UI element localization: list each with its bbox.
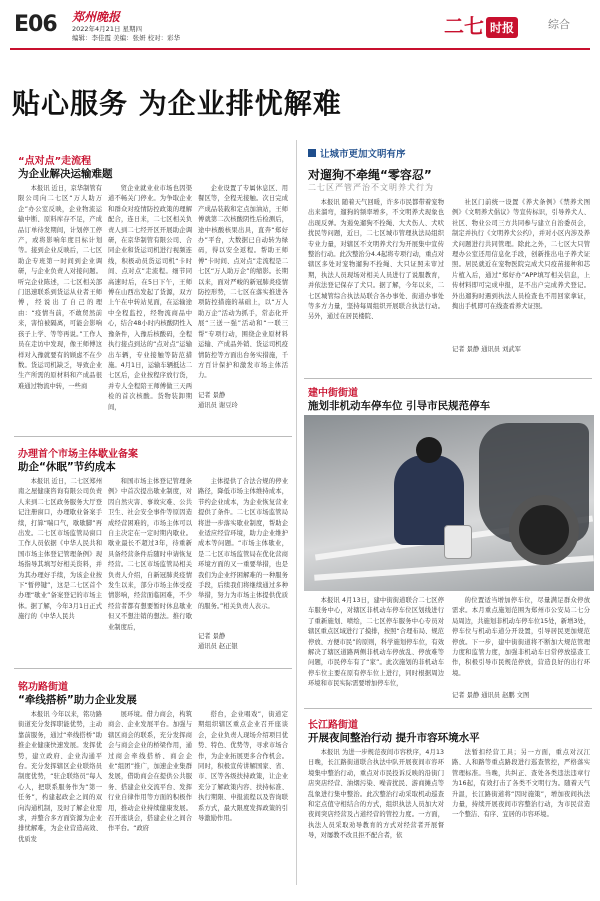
editor-credits: 编辑：李佳霞 美编：张妍 校对：彩华 [72,34,181,42]
article-text: 本报讯 近日，二七区郑州南之屋健康咨询有限公司负责人来到二七区政务服务大厅登记注册窗口，办理歇业备案手续，打算“喘口气，歇歇脚”再出发。二七区市场监管局窗口工作人员依据《中华人民共和国市场主体登记管理条例》现场指导其填写好相关资料，并为其办理好手续，为该企业按下“暂停键”，这是二七区首个办理“歇业”备案登记的市场主体。据了解，今年3月1日正式施行的《中华人民共 [18,478,102,621]
article-column [198,477,288,627]
date-line: 2022年4月21日 星期四 [72,25,143,33]
section-badge: 时报 [486,17,518,38]
article-kicker: 长江路街道 [308,720,358,731]
article-text: 和国市场主体登记管理条例》中首次提出歇业制度，对因自然灾害、事故灾难、公共卫生、社会安全事件等原因造成经营困难的，市场主体可以自主决定在一定时期内歇业。歇业最长不超过3年，待重新具备经营条件后随时申请恢复经营。二七区市场监管局相关负责人介绍，自新冠肺炎疫情发生以来，部分市场主体受疫情影响，经营面临困难，不少经营者都有想要暂时休息歇业但又不想注销的想法。推行歇业制度后， [108,478,192,631]
section-name: 综合 [548,18,570,31]
article-column [308,596,444,704]
article-column [452,596,590,688]
article-title: 施划非机动车停车位 引导市民规范停车 [308,400,491,412]
right-section-title: 让城市更加文明有序 [320,149,406,160]
article-text: 本报讯 随着天气回暖，许多市民都带着宠物出来溜弯，遛狗的频率增多，不文明养犬现象也出现反弹。为遏免遛狗不拴绳、大犬伤人、犬吠扰民等问题，近日，二七区城市管理执法局组织专业力量，对辖区不文明养犬行为开展集中宣传整治行动。此次整治分4.4起将专项行动，重点对辖区多处对宠物遛狗不拴绳、大只证照未审过期，执法人员现场对相关人员进行了说服教育，并依法登记保存了犬只。据了解，今年以来，二七区城管综合执法局联合各办事处、街道办事处等多方力量，坚持每周组织开展联合执法行动。另外，通过在居民楼院、 [308,199,444,321]
brand-logo: 郑州晚报 [72,10,121,24]
article-text: 搭台，企业唱戏”，街道定期组织辖区重点企业召开座谈会，企业负责人现场介绍项目优势、特色、优势等，寻求市场合作，为企业拓展更多合作机会。同时，积极宣传讲解国家、省、市、区等各级扶持政策，让企业充分了解政策内容、扶持标准、执行期限、申报流程以及咨询联系方式，最大限度发挥政策的引导激励作用。 [198,711,288,823]
article-byline: 记者 景静 通讯员 赵正银 [198,633,238,650]
article-kicker: “点对点”走流程 [18,156,92,167]
article-kicker: 办理首个市场主体歇业备案 [18,449,138,460]
article-column [18,477,102,660]
article-title: 对遛狗不牵绳“零容忍” [308,168,432,182]
article-title: 开展夜间整治行动 提升市容环境水平 [308,732,480,744]
article-column [108,477,192,660]
article-byline: 记者 景静 通讯员 谢豆玲 [198,392,238,409]
article-text: 主体提供了合法合规的停业路径，降低市场主体维持成本，节约企业成本，为企业恢复营业提供了条件。二七区市场监管局将进一步落实歇业制度，帮助企业适应经营环境，助力企业维护成本等问题。“市场主体歇业，是二七区市场监管局在优化营商环境方面的又一重要举措，也是我们为企业纾困解难的一种服务手段，后续我们将继续通过多种举措，努力为市场主体提供优质的服务。”相关负责人表示。 [198,478,288,610]
article-text: 本报讯 为进一步规范夜间市容秩序，4月13日晚，长江路街道联合执法中队开展夜间市容环境集中整治行动，重点对市民投诉反映的沿街门店突店经营、油烟污染、噪音扰民、游商摊点等乱象进行集中整治。此次整治行动采取机动巡查和定点值守相结合的方式，组织执法人员加大对夜间突店经营及占道经营的管控力度。一方面，执法人员采取劝导教育的方式对经营者开展督导，对屡教不改且拒不配合者，依 [308,749,444,840]
article-text: 本报讯 今年以来，铭功路街道充分发挥职能优势，主动靠前服务，通过“牵线搭桥”助推企业健康快速发展。发挥优势，建立政府、企业沟通平台。充分发挥辖区企业联络员制度优势，“驻企联络员”每人心人，把联系服务作为“第一任务”，构建起政企之间的双向沟通机制，及时了解企业需求，并整合多方面资源为企业排忧解难，为企业营造高效、优质发 [18,711,102,843]
article-divider [304,378,592,379]
square-bullet-icon [308,149,316,157]
article-text: 法暂扣经营工具；另一方面，重点对汉江路、人和路等重点路段进行巡查管控，严格落实管理标准。当晚，共纠正、查处各类违法违章行为16起，有效打击了各类不文明行为。随着天气升温，长江路街道将“因时施策”，增加夜间执法力量，持续开展夜间市容整治行动，为市民营造一个整洁、有序、宜居的市容环境。 [452,749,590,819]
article-text: 本报讯 近日，京华制管有限公司向二七区“万人助万企”办公室反映，企业物流运输中断、原料库存不足，产成品订单待发期间，计划停工停产，或将影响年度目标计划等。接到企业反映后，二七区助企专班第一时间到企业调研，与企业负责人对接问题。听完企业陈述，二七区相关部门迅速联系到货运从业者王师傅，经说出了自己的理由：“疫情当前，不敢贸然前来，害怕被隔离，可能会影响孩子上学、等等再说。”工作人员在走访中发现，像王师傅这样对入豫就要有的顾虑不在少数。货运司机缺乏，导致企业生产所需的原材料和产成品很难通过物流中转，一些商 [18,185,102,390]
article-divider [14,668,292,669]
article-column [308,198,444,376]
article-column [452,198,590,341]
article-column [452,748,590,890]
article-subtitle: 二七区严管严治不文明养犬行为 [308,183,434,192]
article-column [308,748,444,890]
article-title: 助企“休眠”节约成本 [18,461,116,473]
page-headline: 贴心服务 为企业排忧解难 [12,87,342,120]
article-text: 贸企业就业业市场也因渠道不畅关门停业。为争取企业和群众对疫情防控政策的理解配合，连日来，二七区相关负责人到二七经开区开展助企调研，在京华制管有限公司、合同企业和货运司机进行视频连线，积极动员货运司机“卡时间、点对点”走流程。细节同高速时后，在5日下午，王师傅在山西出发起了货源，双方上午在中转站见面，在运输途中全程监控，经物流商品中心，结合48小时内核酸阴性入豫条件，入豫后核酸码，全程执行接点到达的“点对点”运输出车辆，专业接触等防范措施。4月1日，运输车辆抵达二七区后，企业按程序放行货，并专人全程陪王师傅做三天两检的首次核酸。货物装卸期间， [108,185,192,411]
article-byline: 记者 景静 通讯员 刘武军 [452,346,521,353]
article-divider [304,708,592,709]
parking-lines-photo [304,415,594,591]
article-column [108,710,192,890]
section-title [444,10,518,39]
right-section-header [308,146,406,160]
article-byline: 记者 景静 通讯员 赵鹏 文图 [452,692,530,699]
article-kicker: 铭功路街道 [18,682,68,693]
article-column [198,184,288,389]
article-column [18,184,102,424]
article-text: 企业设置了专属休息区、用餐区等，全程无接触。次日完成产成品装载和定点加油站，王师傅就第二次核酸阴性后检测后，途中核酸核果出具，直奔“郑好办”平台，大数据已自动转为绿码，得以安全返程。帮助王师傅“卡时间、点对点”走流程是二七区“万人助万企”的缩影。长期以来，面对严峻的新冠肺炎疫情防控形势，二七区在落实推进各项防控措施的基础上，以“万人助万企”活动为抓手，常态化开展“三送一强”活动和“一联三帮”专项行动，围绕企业原材料运输、产成品外销、货运司机疫情防控等方面出台务实措施，千方百计保护和激发市场主体活力。 [198,185,288,380]
article-column [18,710,102,890]
article-divider [14,436,292,437]
header-divider [10,48,590,50]
article-text: 的位置适当增加停车位，尽量满足群众停放需求。本月重点施划范围为郑州市公安局二七分局周边，共施划非机动车停车位15处，新增3处，停车位与机动车道分开设置，引导居民更加规范停放。下一步，建中街街道将不断加大规范管理力度和监管力度，加强非机动车日常停放巡查工作，积极引导市民规范停放，营造良好的出行环境。 [452,597,590,677]
article-title: “牵线搭桥”助力企业发展 [18,694,137,706]
article-title: 为企业解决运输难题 [18,168,113,180]
article-kicker: 建中街街道 [308,388,358,399]
section-title-text: 二七 [444,14,484,38]
article-text: 展环境。借力商会，构筑商会、企业发展平台。加强与辖区商会的联系，充分发挥商会与商会企业的桥梁作用，通过商会牵线搭桥、商会企业“组团”推广，加速企业集群发展，借助商会在提供公共服务、搭建企业交流平台、发挥行业自律作用等方面的积极作用，推动企业持续健康发展。召开座谈会，搭建企业之间合作平台。“政府 [108,711,192,833]
article-text: 本报讯 4月13日，建中街街道联合二七区停车服务中心，对辖区非机动车停车位区划线进行了重新施划、喷绘，二七区停车服务中心专员对辖区重点区域进行了摸排，按照“合理布局、规范停放、方便市民”的原则，科学施划停车位，有效解决了辖区道路两侧非机动车停放乱、停放难等问题，市民停车有了“家”。此次施划的非机动车停车位主要在原有停车位上进行，同时根据周边环境和市民实际需要增加停车位， [308,597,444,688]
column-divider [296,140,297,885]
article-column [198,710,288,890]
page-number: E06 [14,12,57,37]
article-text: 社区门前统一设置《养犬条例》《禁养犬图例》《文明养犬倡议》等宣传标识，引导养犬人、社区、物业公司三方共同参与建立自治委员会，制定并执行《文明养犬公约》，并对小区内涉及养犬问题进行共同管理。除此之外，二七区大只管理办公室还用信息化手段，创新推出电子养犬证照。居民就近在宠物医院完成犬只疫苗接种和芯片植入后，通过“郑好办”APP填写相关信息，上传材料即可完成申报，足不出户完成养犬登记。外出遛狗时遇到执法人员检查也不用回家拿证，掏出手机即可在线查看养犬证照。 [452,199,590,311]
article-column [108,184,192,424]
